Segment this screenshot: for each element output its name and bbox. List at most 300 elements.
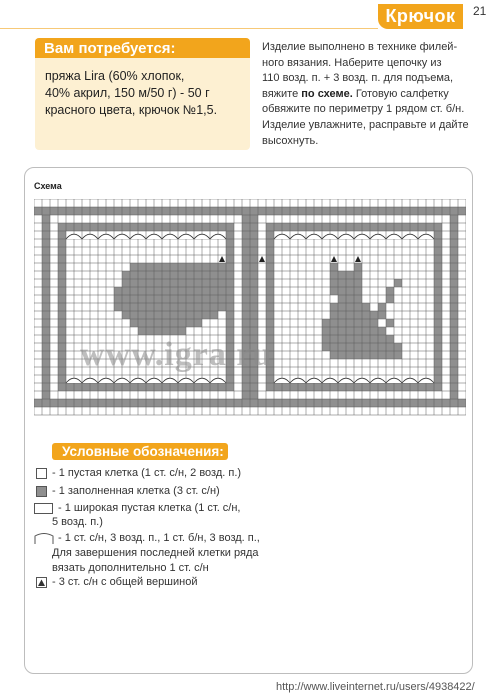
chart-mark [98, 399, 106, 407]
chart-mark [58, 295, 66, 303]
chart-mark [170, 383, 178, 391]
chart-mark [58, 319, 66, 327]
chart-mark [202, 399, 210, 407]
chart-mark [90, 207, 98, 215]
chart-mark [290, 234, 306, 239]
chart-mark [370, 327, 378, 335]
chart-mark [154, 295, 162, 303]
chart-mark [58, 359, 66, 367]
chart-mark [330, 271, 338, 279]
chart-mark [354, 263, 362, 271]
chart-mark [138, 383, 146, 391]
chart-mark [122, 287, 130, 295]
chart-mark [114, 295, 122, 303]
chart-mark [58, 399, 66, 407]
chart-mark [322, 327, 330, 335]
chart-mark [450, 231, 458, 239]
chart-mark [346, 335, 354, 343]
chart-mark [74, 207, 82, 215]
chart-mark [42, 263, 50, 271]
chart-mark [154, 327, 162, 335]
chart-mark [178, 207, 186, 215]
chart-mark [330, 279, 338, 287]
chart-mark [259, 256, 265, 262]
chart-mark [90, 223, 98, 231]
legend-item-wide: - 1 широкая пустая клетка (1 ст. с/н, [58, 502, 241, 514]
chart-mark [202, 263, 210, 271]
chart-mark [226, 327, 234, 335]
chart-mark [106, 399, 114, 407]
chart-mark [210, 279, 218, 287]
chart-mark [410, 223, 418, 231]
chart-mark [178, 378, 194, 383]
chart-mark [130, 263, 138, 271]
chart-mark [98, 234, 114, 239]
chart-mark [274, 207, 282, 215]
chart-mark [66, 378, 82, 383]
chart-mark [418, 399, 426, 407]
chart-mark [346, 319, 354, 327]
chart-mark [194, 279, 202, 287]
chart-mark [226, 279, 234, 287]
chart-mark [42, 295, 50, 303]
chart-mark [58, 255, 66, 263]
chart-mark [226, 399, 234, 407]
chart-mark [250, 215, 258, 223]
chart-mark [266, 287, 274, 295]
chart-mark [266, 271, 274, 279]
chart-mark [450, 311, 458, 319]
chart-mark [250, 271, 258, 279]
chart-mark [114, 223, 122, 231]
chart-mark [66, 223, 74, 231]
chart-mark [58, 327, 66, 335]
chart-mark [114, 378, 130, 383]
legend-item-arch-cont2: вязать дополнительно 1 ст. с/н [52, 562, 209, 574]
chart-mark [386, 383, 394, 391]
chart-mark [170, 303, 178, 311]
chart-mark [298, 383, 306, 391]
chart-mark [122, 383, 130, 391]
materials-line: 40% акрил, 150 м/50 г) - 50 г [45, 86, 210, 100]
legend-item-arch-cont: Для завершения последней клетки ряда [52, 547, 259, 559]
chart-mark [226, 319, 234, 327]
chart-mark [186, 399, 194, 407]
chart-mark [138, 303, 146, 311]
chart-mark [354, 279, 362, 287]
chart-mark [50, 207, 58, 215]
chart-mark [242, 247, 250, 255]
chart-mark [98, 223, 106, 231]
chart-mark [146, 263, 154, 271]
chart-mark [242, 383, 250, 391]
chart-mark [266, 263, 274, 271]
chart-mark [170, 223, 178, 231]
chart-mark [226, 383, 234, 391]
chart-mark [338, 234, 354, 239]
chart-mark [218, 303, 226, 311]
chart-mark [354, 343, 362, 351]
chart-mark [210, 295, 218, 303]
chart-mark [90, 383, 98, 391]
chart-mark [146, 311, 154, 319]
chart-mark [242, 399, 250, 407]
chart-mark [338, 378, 354, 383]
chart-mark [242, 327, 250, 335]
chart-mark [242, 263, 250, 271]
chart-mark [170, 399, 178, 407]
chart-mark [162, 287, 170, 295]
chart-mark [202, 311, 210, 319]
materials-line: пряжа Lira (60% хлопок, [45, 69, 185, 83]
chart-mark [338, 343, 346, 351]
chart-mark [186, 303, 194, 311]
chart-mark [330, 335, 338, 343]
chart-mark [370, 319, 378, 327]
chart-mark [130, 295, 138, 303]
chart-mark [394, 223, 402, 231]
chart-mark [354, 271, 362, 279]
chart-mark [42, 367, 50, 375]
chart-mark [162, 303, 170, 311]
materials-line: красного цвета, крючок №1,5. [45, 103, 218, 117]
chart-mark [42, 343, 50, 351]
chart-mark [162, 311, 170, 319]
chart-mark [266, 247, 274, 255]
chart-mark [114, 287, 122, 295]
chart-mark [386, 335, 394, 343]
chart-mark [434, 239, 442, 247]
chart-mark [82, 207, 90, 215]
chart-mark [178, 311, 186, 319]
chart-mark [394, 207, 402, 215]
chart-mark [250, 303, 258, 311]
chart-mark [450, 287, 458, 295]
chart-mark [82, 378, 98, 383]
chart-mark [98, 378, 114, 383]
chart-mark [186, 287, 194, 295]
chart-mark [354, 327, 362, 335]
chart-mark [114, 383, 122, 391]
chart-mark [194, 207, 202, 215]
chart-mark [226, 223, 234, 231]
chart-mark [146, 234, 162, 239]
chart-mark [434, 343, 442, 351]
chart-mark [338, 303, 346, 311]
chart-mark [178, 383, 186, 391]
chart-mark [186, 319, 194, 327]
chart-mark [274, 223, 282, 231]
chart-mark [434, 247, 442, 255]
chart-mark [154, 279, 162, 287]
chart-mark [226, 255, 234, 263]
chart-mark [346, 279, 354, 287]
chart-mark [162, 383, 170, 391]
chart-mark [234, 207, 242, 215]
chart-mark [226, 295, 234, 303]
chart-mark [250, 319, 258, 327]
instructions-text [262, 40, 472, 149]
chart-mark [402, 234, 418, 239]
chart-mark [346, 383, 354, 391]
chart-mark [338, 311, 346, 319]
chart-mark [122, 311, 130, 319]
chart-mark [170, 279, 178, 287]
chart-mark [434, 303, 442, 311]
chart-mark [250, 231, 258, 239]
chart-mark [386, 223, 394, 231]
chart-mark [130, 279, 138, 287]
chart-mark [330, 383, 338, 391]
chart-mark [330, 351, 338, 359]
legend-item-wide-cont: 5 возд. п.) [52, 516, 103, 528]
chart-mark [146, 399, 154, 407]
chart-mark [154, 303, 162, 311]
chart-mark [458, 399, 466, 407]
chart-mark [346, 223, 354, 231]
chart-mark [386, 378, 402, 383]
chart-mark [426, 399, 434, 407]
chart-mark [170, 327, 178, 335]
chart-mark [354, 399, 362, 407]
chart-mark [282, 399, 290, 407]
chart-mark [402, 383, 410, 391]
chart-mark [450, 343, 458, 351]
chart-mark [218, 383, 226, 391]
chart-mark [450, 247, 458, 255]
chart-mark [106, 223, 114, 231]
chart-mark [130, 399, 138, 407]
chart-mark [330, 263, 338, 271]
intro-line: вяжите по схеме. Готовую салфетку [262, 87, 449, 100]
chart-mark [138, 223, 146, 231]
chart-mark [58, 351, 66, 359]
chart-mark [178, 279, 186, 287]
intro-line: ного вязания. Наберите цепочку из [262, 56, 442, 69]
chart-mark [58, 311, 66, 319]
chart-mark [418, 383, 426, 391]
chart-mark [370, 335, 378, 343]
chart-mark [314, 399, 322, 407]
chart-mark [298, 207, 306, 215]
chart-mark [218, 279, 226, 287]
chart-mark [378, 351, 386, 359]
legend-item-empty: - 1 пустая клетка (1 ст. с/н, 2 возд. п.) [52, 467, 242, 479]
chart-mark [58, 239, 66, 247]
chart-mark [210, 234, 226, 239]
chart-mark [250, 391, 258, 399]
filled-cell-icon [36, 486, 48, 498]
chart-mark [42, 303, 50, 311]
chart-mark [218, 287, 226, 295]
chart-mark [162, 378, 178, 383]
chart-mark [194, 287, 202, 295]
chart-mark [122, 399, 130, 407]
chart-mark [266, 295, 274, 303]
chart-mark [402, 207, 410, 215]
chart-mark [162, 319, 170, 327]
chart-mark [210, 207, 218, 215]
chart-mark [322, 378, 338, 383]
chart-mark [186, 279, 194, 287]
chart-mark [178, 295, 186, 303]
chart-mark [394, 351, 402, 359]
chart-mark [186, 383, 194, 391]
chart-mark [266, 327, 274, 335]
chart-mark [146, 223, 154, 231]
crochet-chart [34, 199, 466, 417]
chart-mark [58, 335, 66, 343]
chart-mark [266, 239, 274, 247]
chart-mark [138, 399, 146, 407]
chart-mark [378, 399, 386, 407]
chart-mark [250, 263, 258, 271]
chart-mark [178, 223, 186, 231]
chart-mark [450, 223, 458, 231]
chart-mark [106, 383, 114, 391]
chart-mark [322, 399, 330, 407]
chart-mark [434, 287, 442, 295]
chart-mark [210, 303, 218, 311]
chart-mark [354, 287, 362, 295]
chart-mark [250, 279, 258, 287]
chart-mark [354, 378, 370, 383]
chart-mark [178, 287, 186, 295]
chart-mark [290, 383, 298, 391]
chart-mark [154, 319, 162, 327]
chart-mark [250, 239, 258, 247]
chart-mark [202, 287, 210, 295]
chart-mark [282, 223, 290, 231]
section-tab: Крючок [378, 4, 463, 29]
chart-mark [394, 399, 402, 407]
chart-mark [338, 223, 346, 231]
chart-mark [194, 383, 202, 391]
chart-mark [331, 256, 337, 262]
chart-mark [338, 207, 346, 215]
chart-mark [290, 207, 298, 215]
schema-label: Схема [34, 181, 62, 191]
chart-mark [346, 343, 354, 351]
chart-mark [82, 234, 98, 239]
chart-mark [386, 343, 394, 351]
chart-mark [386, 207, 394, 215]
chart-mark [346, 271, 354, 279]
chart-mark [346, 351, 354, 359]
chart-mark [298, 399, 306, 407]
chart-mark [250, 207, 258, 215]
chart-mark [314, 383, 322, 391]
chart-mark [42, 239, 50, 247]
chart-mark [194, 295, 202, 303]
chart-mark [42, 399, 50, 407]
chart-mark [186, 295, 194, 303]
chart-mark [170, 263, 178, 271]
chart-mark [186, 271, 194, 279]
chart-mark [250, 255, 258, 263]
chart-mark [330, 319, 338, 327]
chart-mark [314, 223, 322, 231]
chart-mark [242, 391, 250, 399]
chart-mark [378, 311, 386, 319]
watermark: www.igra.ru [80, 336, 273, 373]
chart-mark [426, 383, 434, 391]
chart-mark [42, 231, 50, 239]
chart-mark [322, 319, 330, 327]
chart-mark [434, 335, 442, 343]
chart-mark [250, 375, 258, 383]
intro-line: обвяжите по периметру 1 рядом ст. б/н. [262, 103, 465, 116]
chart-mark [418, 207, 426, 215]
chart-mark [98, 207, 106, 215]
chart-mark [146, 327, 154, 335]
chart-mark [42, 383, 50, 391]
chart-mark [66, 207, 74, 215]
chart-mark [58, 383, 66, 391]
chart-mark [114, 234, 130, 239]
chart-mark [194, 271, 202, 279]
chart-mark [178, 234, 194, 239]
chart-mark [226, 231, 234, 239]
chart-mark [354, 311, 362, 319]
chart-mark [450, 383, 458, 391]
chart-mark [330, 343, 338, 351]
chart-mark [370, 399, 378, 407]
chart-mark [450, 207, 458, 215]
chart-mark [386, 399, 394, 407]
chart-mark [322, 207, 330, 215]
chart-mark [250, 311, 258, 319]
chart-mark [250, 399, 258, 407]
chart-mark [354, 234, 370, 239]
chart-mark [58, 271, 66, 279]
chart-mark [418, 223, 426, 231]
chart-mark [122, 303, 130, 311]
chart-mark [90, 399, 98, 407]
chart-mark [266, 319, 274, 327]
chart-mark [138, 311, 146, 319]
chart-mark [130, 378, 146, 383]
chart-mark [194, 378, 210, 383]
chart-mark [242, 271, 250, 279]
chart-mark [210, 271, 218, 279]
chart-mark [322, 223, 330, 231]
chart-mark [194, 263, 202, 271]
chart-mark [178, 271, 186, 279]
chart-mark [306, 207, 314, 215]
chart-mark [130, 311, 138, 319]
wide-empty-cell-icon [34, 503, 54, 515]
chart-mark [162, 234, 178, 239]
chart-mark [42, 335, 50, 343]
chart-mark [450, 359, 458, 367]
chart-mark [58, 343, 66, 351]
chart-mark [322, 335, 330, 343]
chart-mark [74, 399, 82, 407]
chart-mark [122, 295, 130, 303]
chart-mark [242, 319, 250, 327]
chart-mark [378, 207, 386, 215]
chart-mark [266, 231, 274, 239]
chart-mark [162, 327, 170, 335]
chart-mark [362, 207, 370, 215]
chart-mark [266, 383, 274, 391]
chart-mark [202, 271, 210, 279]
chart-mark [178, 319, 186, 327]
chart-mark [434, 327, 442, 335]
chart-mark [330, 287, 338, 295]
chart-mark [218, 271, 226, 279]
